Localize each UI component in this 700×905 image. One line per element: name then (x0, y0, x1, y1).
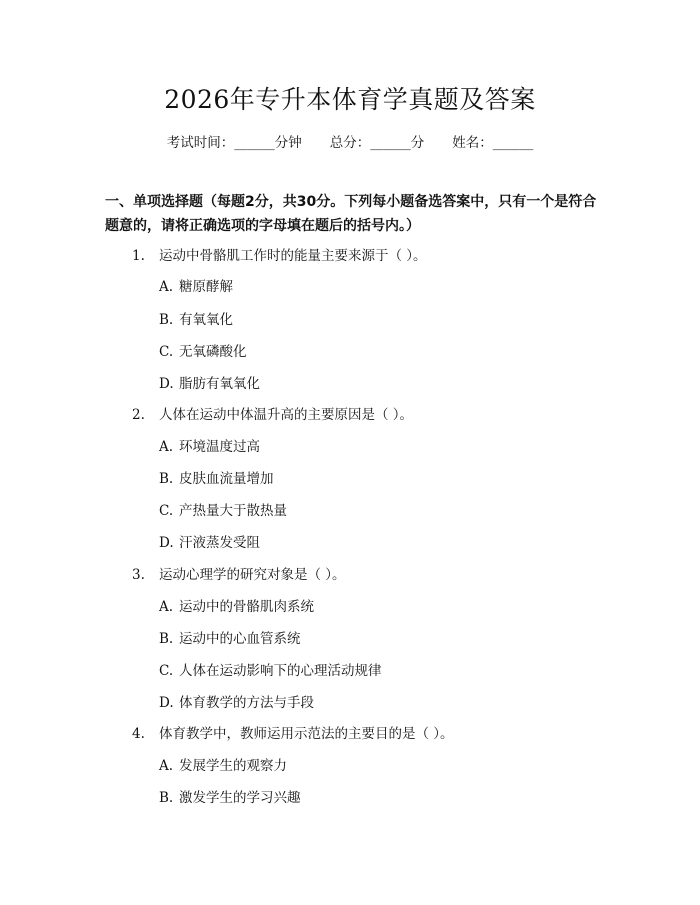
question-4 (132, 722, 454, 742)
option-3a (159, 595, 314, 615)
question-1 (132, 244, 427, 264)
option-letter: C. (159, 663, 174, 679)
option-1d (159, 372, 260, 392)
option-2d (159, 531, 260, 551)
total-score-label: 总分：______分 (329, 135, 425, 151)
option-letter: A. (159, 439, 174, 455)
option-text: 汗液蒸发受阻 (179, 535, 260, 551)
question-text: 人体在运动中体温升高的主要原因是（ ）。 (159, 407, 414, 423)
option-2b (159, 467, 274, 487)
student-name-label: 姓名：______ (452, 135, 534, 151)
option-letter: A. (159, 758, 174, 774)
question-text: 运动中骨骼肌工作时的能量主要来源于（ ）。 (159, 248, 427, 264)
section-heading: 一、单项选择题（每题2分，共30分。下列每小题备选答案中，只有一个是符合题意的，请将正确选项的字母填在题后的括号内。） (105, 194, 597, 234)
exam-meta (0, 131, 700, 151)
option-1c (159, 340, 247, 360)
question-number: 2. (132, 407, 145, 423)
option-letter: B. (159, 790, 174, 806)
option-letter: B. (159, 631, 174, 647)
option-letter: C. (159, 503, 174, 519)
option-letter: D. (159, 376, 174, 392)
question-text: 体育教学中，教师运用示范法的主要目的是（ ）。 (159, 726, 454, 742)
question-2 (132, 403, 413, 423)
option-1b (159, 308, 233, 328)
option-text: 运动中的心血管系统 (179, 631, 301, 647)
option-1a (159, 275, 233, 295)
option-2a (159, 435, 260, 455)
option-3b (159, 627, 301, 647)
option-letter: B. (159, 312, 174, 328)
question-3 (132, 563, 346, 583)
option-3c (159, 659, 382, 679)
option-text: 糖原酵解 (179, 279, 233, 295)
option-letter: B. (159, 471, 174, 487)
option-text: 皮肤血流量增加 (179, 471, 274, 487)
option-letter: D. (159, 535, 174, 551)
option-text: 激发学生的学习兴趣 (179, 790, 301, 806)
question-number: 3. (132, 567, 145, 583)
option-text: 无氧磷酸化 (179, 344, 247, 360)
option-text: 产热量大于散热量 (179, 503, 287, 519)
option-text: 有氧氧化 (179, 312, 233, 328)
question-number: 4. (132, 726, 145, 742)
option-letter: A. (159, 599, 174, 615)
page-title: 2026年专升本体育学真题及答案 (164, 85, 536, 114)
option-4a (159, 754, 287, 774)
option-letter: D. (159, 695, 174, 711)
option-3d (159, 691, 314, 711)
option-text: 运动中的骨骼肌肉系统 (179, 599, 314, 615)
option-2c (159, 499, 287, 519)
option-letter: C. (159, 344, 174, 360)
option-letter: A. (159, 279, 174, 295)
option-text: 环境温度过高 (179, 439, 260, 455)
option-text: 人体在运动影响下的心理活动规律 (179, 663, 382, 679)
option-text: 发展学生的观察力 (179, 758, 287, 774)
exam-time-label: 考试时间：______分钟 (166, 135, 302, 151)
option-text: 脂肪有氧氧化 (179, 376, 260, 392)
question-number: 1. (132, 248, 145, 264)
option-text: 体育教学的方法与手段 (179, 695, 314, 711)
question-text: 运动心理学的研究对象是（ ）。 (159, 567, 346, 583)
option-4b (159, 786, 301, 806)
